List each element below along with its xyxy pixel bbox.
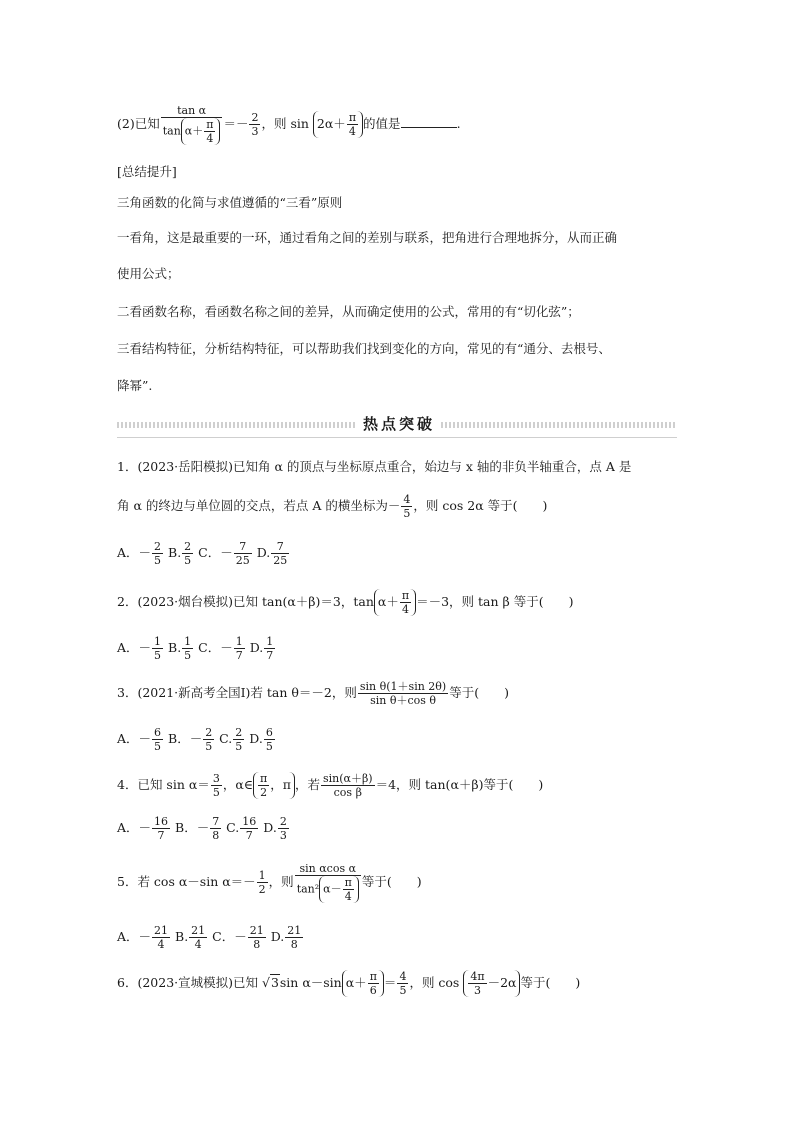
den: 7 [245,829,253,842]
pi-num: π [206,118,214,131]
option-a[interactable]: A．－ [117,820,152,835]
suffix-text: 的值是 [363,116,401,131]
option-d[interactable]: D. [245,640,264,655]
pi-frac [258,772,269,799]
text: sin α－sin [279,975,342,990]
den: 25 [273,554,288,567]
num: 2 [251,111,259,124]
pi-frac [368,970,379,997]
num: 7 [234,540,252,554]
text: ，则 [268,874,294,889]
summary-p3a: 三看结构特征，分析结构特征，可以帮助我们找到变化的方向，常见的有“通分、去根号、 [117,341,611,356]
num: 21 [287,924,302,937]
frac [271,540,289,567]
frac [211,772,222,799]
section-banner [117,412,677,438]
frac [152,540,163,567]
frac [152,726,163,753]
num: 1 [258,869,266,882]
paren [181,118,221,145]
summary-tag: [总结提升] [117,164,177,179]
paren [463,970,520,997]
two-thirds [249,111,260,138]
q3-options [117,726,276,753]
option-a[interactable]: A．－ [117,640,152,655]
num: 21 [191,924,206,937]
den: sin θ＋cos θ [370,694,437,707]
num: 4π [470,970,485,983]
paren-text: α－ [323,882,342,896]
num: 21 [154,924,169,937]
summary-heading: 三角函数的化简与求值遵循的“三看”原则 [117,195,343,210]
text: 角 α 的终边与单位圆的交点，若点 A 的横坐标为－ [117,498,401,513]
option-c[interactable]: C. [215,731,233,746]
den: 4 [157,938,165,951]
paren [342,970,384,997]
den: 3 [279,829,287,842]
paren-text: α＋ [377,594,399,609]
den: 3 [473,984,481,997]
summary-p3b: 降幂”. [117,378,153,393]
frac [295,862,361,903]
frac [264,726,275,753]
den: 5 [184,649,192,662]
den: 3 [251,125,259,138]
paren-text: α＋ [345,975,367,990]
option-b[interactable]: B．－ [171,820,210,835]
option-d[interactable]: D. [259,820,277,835]
option-d[interactable]: D. [252,545,271,560]
text: ，则 cos [409,975,460,990]
frac [233,726,244,753]
pi-num: π [348,111,357,124]
den: 5 [154,554,162,567]
num: 2 [205,726,213,739]
q4-line [117,772,543,799]
part2-prefix: (2)已知 [117,116,160,131]
pi-frac [204,118,215,145]
pi-den: 2 [260,786,268,799]
num: 6 [265,726,273,739]
frac [358,680,448,707]
paren [319,876,359,903]
option-b[interactable]: B. [164,640,182,655]
pi-num: π [369,970,377,983]
den: 5 [399,984,407,997]
text: ＝4，则 tan(α＋β)等于( ) [375,777,544,792]
frac [321,772,375,799]
text: ＝－3，则 tan β 等于( ) [416,594,574,609]
section-title: 热点突破 [357,413,441,437]
q4-options [117,815,290,842]
paren [374,589,416,616]
answer-blank[interactable] [401,115,457,128]
num: 7 [271,540,289,554]
num: 16 [154,815,169,828]
pi-den: 4 [206,132,214,145]
pi-den: 4 [344,890,352,903]
num: 2 [154,540,162,553]
text: ，α∈ [222,777,254,792]
option-a[interactable]: A．－ [117,731,152,746]
text: 2．(2023·烟台模拟)已知 tan(α＋β)＝3，tan [117,594,374,609]
paren-text: 2α＋ [316,116,346,131]
option-d[interactable]: D. [245,731,263,746]
num: 21 [249,924,264,937]
den [295,876,361,903]
den: 25 [235,554,250,567]
then-text: ，则 sin [261,116,309,131]
frac [189,924,207,951]
frac [257,869,268,896]
num: 7 [212,815,220,828]
text: 4．已知 sin α＝ [117,777,210,792]
text: ，π [270,777,291,792]
q2-options [117,635,276,662]
option-a[interactable]: A．－ [117,929,152,944]
den: 7 [157,829,165,842]
text: ，若 [294,777,320,792]
num: 1 [184,635,192,648]
frac [264,635,275,662]
pi-num: π [401,589,410,602]
den: 7 [235,649,243,662]
frac [152,815,170,842]
text: 等于( ) [520,975,581,990]
frac-den [161,118,223,145]
den: 8 [290,938,298,951]
den: 4 [194,938,202,951]
text: 3．(2021·新高考全国Ⅰ)若 tan θ＝－2，则 [117,685,357,700]
q5-line [117,862,422,903]
frac [152,924,170,951]
pi-frac [347,111,358,138]
summary-p1a: 一看角，这是最重要的一环，通过看角之间的差别与联系，把角进行合理地拆分，从而正确 [117,230,618,245]
num: 1 [154,635,162,648]
option-b[interactable]: B. [164,545,182,560]
frac [234,540,252,567]
paren [313,111,363,138]
num: 1 [235,635,243,648]
frac [397,970,408,997]
q6-line [117,970,580,997]
q2-line [117,589,573,616]
frac [468,970,486,997]
frac-num: tan α [161,104,223,118]
den: 5 [212,786,220,799]
text: 等于( ) [361,874,422,889]
pi-frac [343,876,354,903]
num: 16 [242,815,257,828]
summary-p1b: 使用公式； [117,266,180,281]
frac [285,924,303,951]
frac [401,493,412,520]
option-c[interactable]: C. [222,820,240,835]
den: 5 [235,740,243,753]
den: 5 [154,740,162,753]
q1-options [117,540,290,567]
tan-text: tan [162,124,181,138]
pi-num: π [260,772,268,785]
num: 2 [235,726,243,739]
q1-line1: 1．(2023·岳阳模拟)已知角 α 的顶点与坐标原点重合，始边与 x 轴的非负半轴重合，点 A 是 [117,459,632,474]
num: 4 [399,970,407,983]
frac [152,635,163,662]
num: 2 [279,815,287,828]
text: 5．若 cos α－sin α＝－ [117,874,256,889]
option-b[interactable]: B．－ [164,731,203,746]
text: ，则 cos 2α 等于( ) [413,498,548,513]
pi-frac [400,589,411,616]
frac [234,635,245,662]
den: 5 [154,649,162,662]
q1-line2 [117,493,547,520]
tan2-text: tan² [296,882,320,896]
num: 6 [154,726,162,739]
den: 7 [266,649,274,662]
frac [240,815,258,842]
frac [182,635,193,662]
pi-den: 4 [348,125,356,138]
pi-den: 6 [369,984,377,997]
option-b[interactable]: B. [171,929,189,944]
num: 2 [184,540,192,553]
num: 1 [266,635,274,648]
period: . [456,116,461,131]
den: 5 [205,740,213,753]
num: 4 [403,493,411,506]
q3-line [117,680,509,707]
option-a[interactable]: A．－ [117,545,152,560]
frac [182,540,193,567]
option-c[interactable]: C．－ [208,929,247,944]
interval-paren [253,772,295,799]
q5-options [117,924,304,951]
fraction [161,104,223,145]
part2-line [117,104,461,145]
equals-text: ＝－ [223,116,249,131]
option-c[interactable]: C．－ [194,545,233,560]
text: 等于( ) [449,685,509,700]
den: 5 [403,507,411,520]
summary-p2: 二看函数名称，看函数名称之间的差异，从而确定使用的公式，常用的有“切化弦”； [117,304,580,319]
frac [278,815,289,842]
den: 5 [184,554,192,567]
pi-num: π [344,876,352,889]
den: cos β [333,786,362,799]
num: sin θ(1＋sin 2θ) [359,680,447,693]
paren-text: －2α [487,975,517,990]
den: 8 [212,829,220,842]
banner-rule [117,437,677,438]
num: 3 [212,772,220,785]
option-c[interactable]: C．－ [194,640,233,655]
den: 5 [265,740,273,753]
num: sin(α＋β) [322,772,373,785]
option-d[interactable]: D. [266,929,285,944]
sqrt-radicand: 3 [270,975,279,990]
text: ＝ [383,975,397,990]
num: sin αcos α [295,862,361,876]
frac [210,815,221,842]
frac [203,726,214,753]
paren-text: α＋ [184,124,204,138]
text: 6．(2023·宣城模拟)已知 √ [117,975,270,990]
den: 2 [258,883,266,896]
frac [248,924,266,951]
den: 8 [253,938,261,951]
pi-den: 4 [401,603,409,616]
